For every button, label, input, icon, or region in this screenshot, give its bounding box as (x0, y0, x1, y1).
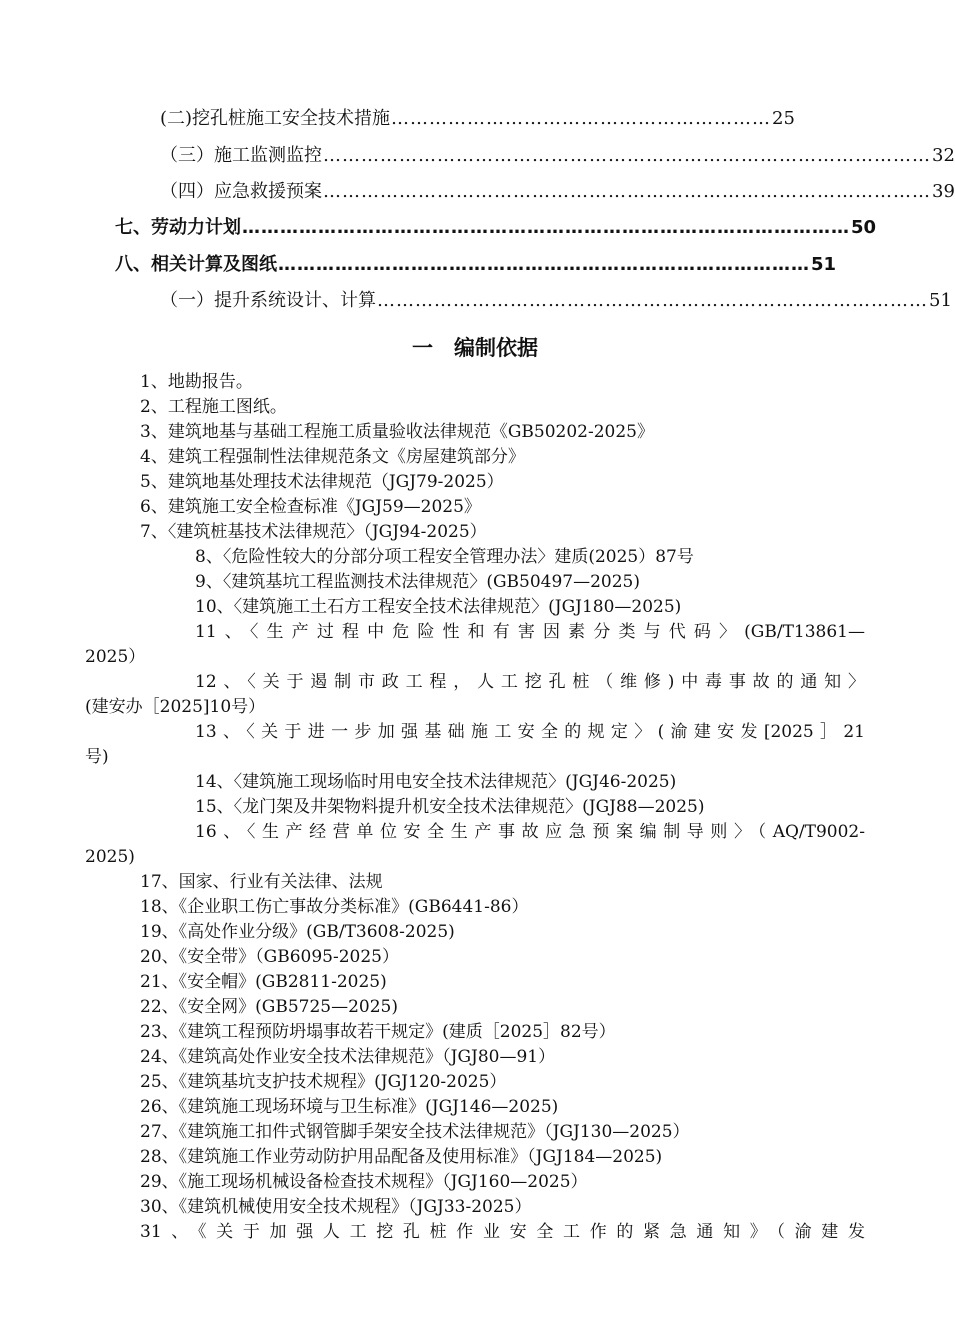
reference-item: 22、《安全网》(GB5725—2025) (140, 997, 398, 1017)
reference-item: 13、〈关于进一步加强基础施工安全的规定〉(渝建安发[2025］21 (195, 722, 865, 742)
reference-item: 11、〈生产过程中危险性和有害因素分类与代码〉(GB/T13861— (195, 622, 865, 642)
toc-entry[interactable] (115, 213, 877, 239)
toc-label: （四）应急救援预案 (160, 181, 322, 202)
toc-page-number: 51 (929, 290, 952, 311)
reference-item: 12、〈关于遏制市政工程，人工挖孔桩（维修)中毒事故的通知〉 (195, 672, 865, 692)
toc-entry[interactable] (160, 286, 952, 312)
toc-page-number: 51 (811, 254, 837, 275)
toc-leader: …………………………………………………………………………………… (323, 145, 931, 166)
toc-leader: ………………………………………………………………………… (278, 254, 810, 275)
toc-label: 七、劳动力计划 (115, 217, 241, 238)
reference-item: 20、《安全带》（GB6095-2025） (140, 947, 399, 967)
toc-entry[interactable] (160, 177, 955, 203)
toc-leader: …………………………………………………… (391, 108, 772, 129)
reference-item: 25、《建筑基坑支护技术规程》(JGJ120-2025） (140, 1072, 507, 1092)
reference-item: 15、〈龙门架及井架物料提升机安全技术法律规范〉(JGJ88—2025) (195, 797, 705, 817)
toc-label: （一）提升系统设计、计算 (160, 290, 376, 311)
reference-item: 28、《建筑施工作业劳动防护用品配备及使用标准》（JGJ184—2025) (140, 1147, 663, 1167)
reference-item: 6、建筑施工安全检查标准《JGJ59—2025》 (140, 497, 481, 517)
toc-page-number: 25 (772, 108, 795, 129)
reference-item: 23、《建筑工程预防坍塌事故若干规定》(建质［2025］82号） (140, 1022, 616, 1042)
reference-item: 8、〈危险性较大的分部分项工程安全管理办法〉建质(2025）87号 (195, 547, 694, 567)
reference-item: 10、〈建筑施工土石方工程安全技术法律规范〉(JGJ180—2025) (195, 597, 682, 617)
reference-item-continued: 2025） (85, 647, 146, 667)
toc-label: （三）施工监测监控 (160, 145, 322, 166)
section-title: 一 编制依据 (412, 336, 538, 360)
toc-leader: …………………………………………………………………………… (377, 290, 928, 311)
toc-entry[interactable] (160, 104, 795, 130)
toc-page-number: 50 (851, 217, 877, 238)
reference-item: 31、《关于加强人工挖孔桩作业安全工作的紧急通知》（渝建发 (140, 1222, 865, 1242)
toc-page-number: 39 (932, 181, 955, 202)
reference-item: 24、《建筑高处作业安全技术法律规范》（JGJ80—91） (140, 1047, 556, 1067)
reference-item: 2、工程施工图纸。 (140, 397, 287, 417)
reference-item: 19、《高处作业分级》(GB/T3608-2025) (140, 922, 455, 942)
toc-entry[interactable] (115, 250, 837, 276)
toc-entry[interactable] (160, 141, 955, 167)
reference-item: 1、地勘报告。 (140, 372, 253, 392)
reference-item: 9、〈建筑基坑工程监测技术法律规范〉(GB50497—2025) (195, 572, 640, 592)
reference-item: 30、《建筑机械使用安全技术规程》（JGJ33-2025） (140, 1197, 532, 1217)
toc-label: 八、相关计算及图纸 (115, 254, 277, 275)
reference-item: 3、建筑地基与基础工程施工质量验收法律规范《GB50202-2025》 (140, 422, 654, 442)
toc-leader: …………………………………………………………………………………… (242, 217, 850, 238)
reference-item: 27、《建筑施工扣件式钢管脚手架安全技术法律规范》（JGJ130—2025） (140, 1122, 690, 1142)
toc-label: (二)挖孔桩施工安全技术措施 (160, 108, 391, 129)
toc-page-number: 32 (932, 145, 955, 166)
reference-item: 21、《安全帽》(GB2811-2025) (140, 972, 387, 992)
reference-item: 4、建筑工程强制性法律规范条文《房屋建筑部分》 (140, 447, 525, 467)
reference-item-continued: 2025) (85, 847, 135, 867)
reference-item: 16、〈生产经营单位安全生产事故应急预案编制导则〉（AQ/T9002- (195, 822, 865, 842)
toc-leader: …………………………………………………………………………………… (323, 181, 931, 202)
reference-item: 14、〈建筑施工现场临时用电安全技术法律规范〉(JGJ46-2025) (195, 772, 677, 792)
reference-item: 5、建筑地基处理技术法律规范（JGJ79-2025） (140, 472, 504, 492)
reference-item: 29、《施工现场机械设备检查技术规程》（JGJ160—2025） (140, 1172, 588, 1192)
reference-item: 18、《企业职工伤亡事故分类标准》(GB6441-86） (140, 897, 529, 917)
reference-item: 26、《建筑施工现场环境与卫生标准》(JGJ146—2025) (140, 1097, 559, 1117)
reference-item-continued: (建安办［2025]10号） (85, 697, 266, 717)
reference-item: 7、〈建筑桩基技术法律规范〉（JGJ94-2025） (140, 522, 487, 542)
reference-item-continued: 号) (85, 747, 109, 767)
reference-item: 17、国家、行业有关法律、法规 (140, 872, 383, 892)
